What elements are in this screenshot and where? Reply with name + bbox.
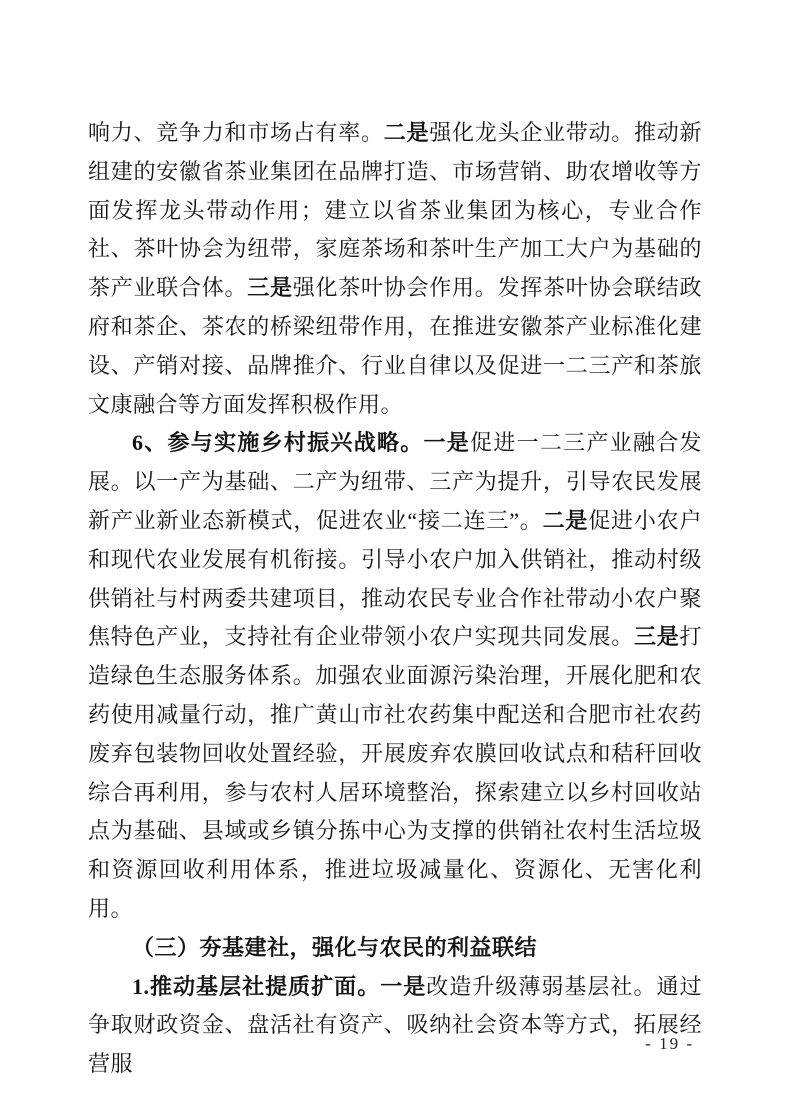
paragraph bbox=[88, 424, 702, 928]
text-segment: 三是 bbox=[633, 624, 680, 650]
paragraph bbox=[88, 968, 702, 1084]
text-segment: 促进小农户和现代农业发展有机衔接。引导小农户加入供销社，推动村级供销社与村两委共建项目，推动农民专业合作社带动小农户聚焦特色产业，支持社有企业带领小农户实现共同发展。 bbox=[88, 507, 702, 650]
text-segment: 促进一二三产业融合发展。以一产为基础、二产为纽带、三产为提升，引导农民发展新产业新业态新模式，促进农业“接二连三”。 bbox=[88, 430, 702, 533]
text-segment: 强化茶叶协会作用。发挥茶叶协会联结政府和茶企、茶农的桥梁纽带作用，在推进安徽茶产业标准化建设、产销对接、品牌推介、行业自律以及促进一二三产和茶旅文康融合等方面发挥积极作用。 bbox=[88, 275, 702, 417]
text-segment: 改造升级薄弱基层社。通过争取财政资金、盘活社有资产、吸纳社会资本等方式，拓展经营服 bbox=[88, 973, 702, 1077]
text-segment: 三是 bbox=[247, 275, 293, 301]
section-heading bbox=[88, 929, 702, 968]
text-segment: 打造绿色生态服务体系。加强农业面源污染治理，开展化肥和农药使用减量行动，推广黄山市社农药集中配送和合肥市社农药废弃包装物回收处置经验，开展废弃农膜回收试点和秸秆回收综合再利用，参与农村人居环境整治，探索建立以乡村回收站点为基础、县域或乡镇分拣中心为支撑的供销社农村生活垃圾和资源回收利用体系，推进垃圾减量化、资源化、无害化利用。 bbox=[88, 624, 702, 921]
text-segment: （三）夯基建社，强化与农民的利益联结 bbox=[132, 934, 538, 960]
text-segment: 1.推动基层社提质扩面。一是 bbox=[132, 973, 427, 999]
text-segment: 6、参与实施乡村振兴战略。一是 bbox=[132, 430, 471, 456]
paragraph bbox=[88, 114, 702, 424]
text-segment: 二是 bbox=[542, 507, 589, 533]
text-segment: 二是 bbox=[383, 120, 430, 145]
page-number: - 19 - bbox=[645, 1034, 694, 1053]
document-body bbox=[88, 114, 702, 1084]
text-segment: 响力、竞争力和市场占有率。 bbox=[88, 120, 384, 145]
text-segment: 强化龙头企业带动。推动新组建的安徽省茶业集团在品牌打造、市场营销、助农增收等方面发挥龙头带动作用；建立以省茶业集团为核心，专业合作社、茶叶协会为纽带，家庭茶场和茶叶生产加工大户为基础的茶产业联合体。 bbox=[88, 120, 702, 301]
